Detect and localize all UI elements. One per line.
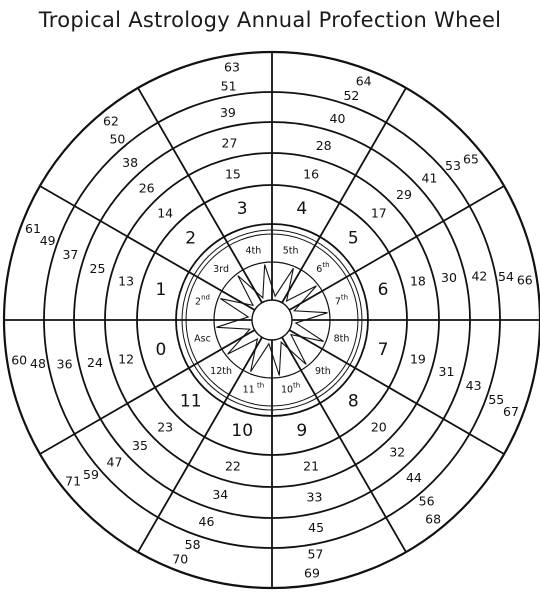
age-label: 15 <box>224 166 241 182</box>
age-label: 44 <box>405 470 422 485</box>
age-label: 68 <box>425 511 442 527</box>
inner-house-label: 3rd <box>213 263 230 275</box>
house-spoke <box>40 330 255 454</box>
inner-house-label: 11 $^{th}$ <box>242 381 265 395</box>
age-label: 67 <box>503 404 519 420</box>
age-label: 32 <box>389 444 406 460</box>
inner-house-label: 5th <box>282 245 299 256</box>
age-label: 43 <box>465 378 482 393</box>
age-label: 46 <box>198 514 215 530</box>
house-number: 1 <box>155 280 167 301</box>
inner-house-label: 7th <box>334 293 349 307</box>
wheel-spokes <box>4 52 540 588</box>
age-label: 71 <box>65 473 82 489</box>
house-number: 10 <box>231 421 254 442</box>
inner-house-label: 10th <box>280 381 301 395</box>
age-label: 65 <box>462 151 479 167</box>
age-label: 23 <box>157 419 174 435</box>
age-label: 45 <box>308 519 325 535</box>
age-label: 14 <box>157 205 174 221</box>
inner-house-label: 4th <box>245 245 262 256</box>
age-label: 64 <box>355 73 372 89</box>
age-label: 21 <box>303 458 320 474</box>
inner-house-label: 2nd <box>195 293 210 307</box>
age-label: 17 <box>370 205 387 221</box>
age-label: 51 <box>220 78 237 94</box>
age-label: 34 <box>212 487 229 502</box>
age-label: 12 <box>118 351 135 367</box>
center-hub <box>252 300 292 340</box>
age-label: 16 <box>303 166 320 182</box>
age-label: 56 <box>418 493 435 509</box>
age-label: 59 <box>83 467 99 483</box>
house-number: 9 <box>296 421 308 442</box>
age-label: 35 <box>132 437 148 453</box>
age-label: 36 <box>56 356 73 372</box>
age-label: 53 <box>445 157 461 173</box>
house-number: 11 <box>179 391 202 412</box>
inner-house-label: 9th <box>315 365 331 377</box>
age-label: 55 <box>488 391 505 407</box>
age-label: 70 <box>172 551 189 567</box>
age-label: 13 <box>118 273 135 289</box>
age-label: 24 <box>87 355 103 370</box>
house-number: 2 <box>185 228 197 249</box>
house-number: 3 <box>236 198 248 219</box>
inner-house-label: 6th <box>316 261 330 275</box>
inner-house-label: 8th <box>333 333 350 345</box>
age-label: 52 <box>343 88 360 104</box>
age-label: 61 <box>25 220 41 236</box>
age-label: 29 <box>396 187 412 203</box>
page-title: Tropical Astrology Annual Profection Wheel <box>38 8 502 32</box>
age-label: 28 <box>315 138 332 153</box>
house-number: 4 <box>296 198 308 219</box>
age-label: 54 <box>498 269 514 285</box>
age-label: 27 <box>221 135 238 151</box>
age-label: 25 <box>89 260 106 276</box>
house-number: 6 <box>377 280 389 301</box>
house-number: 7 <box>377 339 389 360</box>
age-label: 50 <box>109 131 126 147</box>
age-label: 26 <box>138 180 155 196</box>
house-spoke <box>138 88 262 303</box>
age-label: 30 <box>441 270 457 285</box>
house-number: 0 <box>155 339 167 360</box>
age-label: 69 <box>304 565 320 581</box>
age-label: 47 <box>106 454 123 470</box>
age-label: 18 <box>409 273 426 289</box>
age-label: 60 <box>11 352 28 368</box>
age-label: 19 <box>409 351 426 367</box>
age-label: 22 <box>224 458 241 474</box>
house-spoke <box>282 337 406 552</box>
age-label: 57 <box>307 546 324 562</box>
age-label: 42 <box>471 268 488 284</box>
age-label: 63 <box>224 59 240 75</box>
age-label: 33 <box>306 489 323 505</box>
age-label: 49 <box>39 233 56 249</box>
age-label: 38 <box>122 155 139 170</box>
inner-house-label: Asc <box>194 333 211 345</box>
age-label: 48 <box>30 355 46 371</box>
house-spoke <box>289 186 504 310</box>
age-label: 20 <box>370 419 387 435</box>
age-label: 58 <box>184 536 201 552</box>
age-label: 37 <box>62 247 79 262</box>
age-label: 40 <box>329 110 346 126</box>
house-number: 8 <box>347 391 359 412</box>
age-label: 62 <box>102 113 119 129</box>
house-number: 5 <box>347 228 359 249</box>
inner-house-label: 12th <box>210 365 233 377</box>
age-label: 41 <box>421 170 438 186</box>
age-label: 31 <box>438 364 455 380</box>
age-label: 66 <box>516 272 533 288</box>
age-label: 39 <box>219 105 236 121</box>
